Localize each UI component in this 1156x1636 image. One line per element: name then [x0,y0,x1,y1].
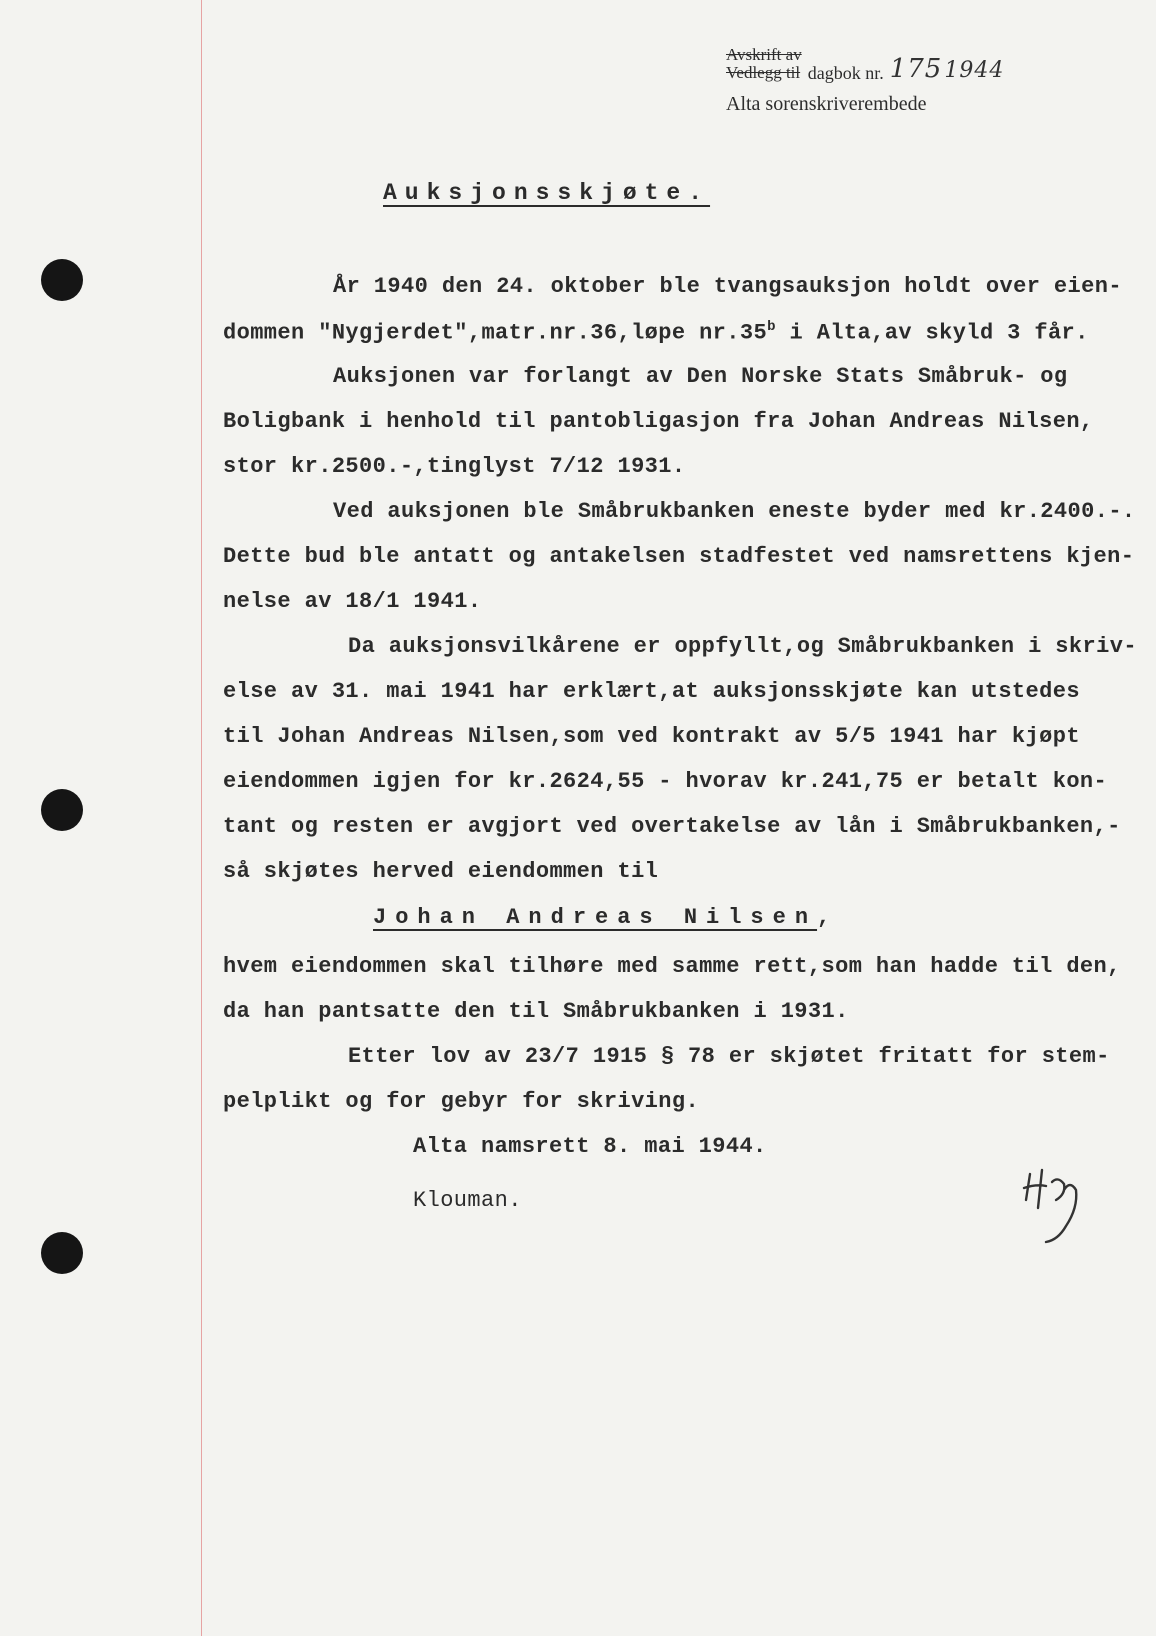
stamp-avskrift: Avskrift av [726,45,802,64]
punch-hole-top [41,259,83,301]
document-title: Auksjonsskjøte. [383,180,711,206]
grantee-name: Johan Andreas Nilsen, [373,905,840,930]
text-line: Ved auksjonen ble Småbrukbanken eneste byder med kr.2400.-. [333,499,1136,524]
signatory-name: Klouman. [413,1188,522,1213]
text-line: Da auksjonsvilkårene er oppfyllt,og Småbrukbanken i skriv- [348,634,1137,659]
text-line: Etter lov av 23/7 1915 § 78 er skjøtet fritatt for stem- [348,1044,1110,1069]
stamp-vedlegg: Vedlegg til [726,63,801,82]
text-line: stor kr.2500.-,tinglyst 7/12 1931. [223,454,686,479]
text-line: eiendommen igjen for kr.2624,55 - hvorav kr.241,75 er betalt kon- [223,769,1108,794]
punch-hole-bottom [41,1232,83,1274]
margin-rule [201,0,202,1636]
handwritten-signature [1016,1160,1096,1250]
text-line: tant og resten er avgjort ved overtakelse av lån i Småbrukbanken,- [223,814,1121,839]
punch-hole-middle [41,789,83,831]
stamp-office: Alta sorenskriverembede [726,93,927,115]
text-line: else av 31. mai 1941 har erklært,at auksjonsskjøte kan utstedes [223,679,1080,704]
stamp-dagbok-number: 175 [889,54,943,84]
text-line: til Johan Andreas Nilsen,som ved kontrakt av 5/5 1941 har kjøpt [223,724,1080,749]
text-line: Boligbank i henhold til pantobligasjon fra Johan Andreas Nilsen, [223,409,1094,434]
archive-stamp [726,46,1004,114]
text-line: Auksjonen var forlangt av Den Norske Stats Småbruk- og [333,364,1068,389]
text-line: så skjøtes herved eiendommen til [223,859,659,884]
text-line: hvem eiendommen skal tilhøre med samme rett,som han hadde til den, [223,954,1121,979]
text-line: dommen "Nygjerdet",matr.nr.36,løpe nr.35$^b$ i Alta,av skyld 3 får. [223,319,1089,346]
stamp-dagbok-label: dagbok nr. [807,63,884,83]
stamp-year: 1944 [944,58,1005,83]
text-line: nelse av 18/1 1941. [223,589,482,614]
text-line: pelplikt og for gebyr for skriving. [223,1089,700,1114]
superscript-b: b [767,319,776,335]
text-line: da han pantsatte den til Småbrukbanken i 1931. [223,999,849,1024]
text-line: Dette bud ble antatt og antakelsen stadfestet ved namsrettens kjen- [223,544,1135,569]
text-line: Alta namsrett 8. mai 1944. [413,1134,767,1159]
text-line: År 1940 den 24. oktober ble tvangsauksjon holdt over eien- [333,274,1122,299]
